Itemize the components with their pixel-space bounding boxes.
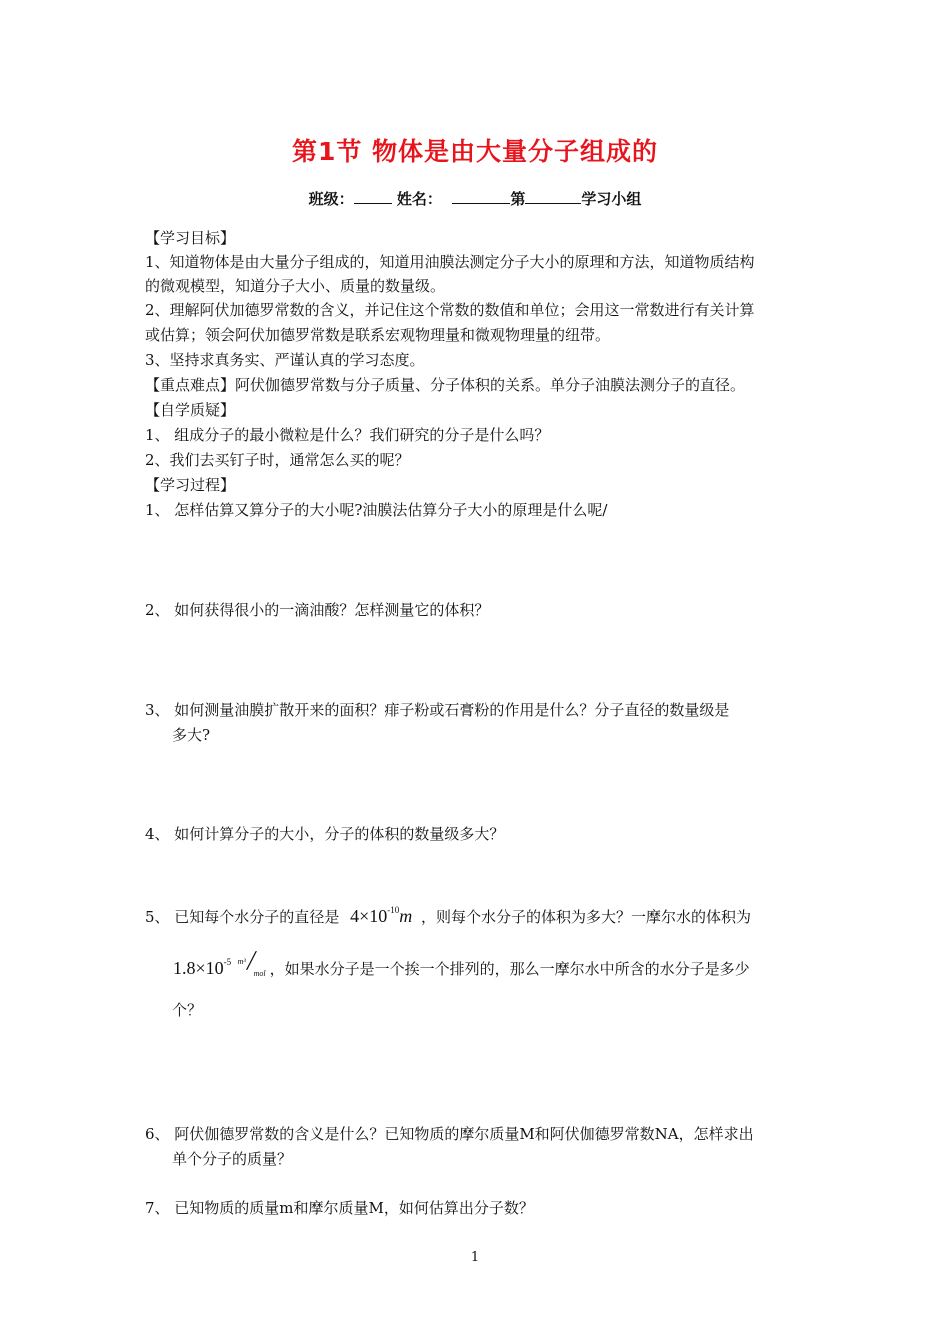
objective-2-line-2: 或估算；领会阿伏加德罗常数是联系宏观物理量和微观物理量的纽带。: [145, 326, 611, 344]
unit-numerator: m³: [237, 957, 246, 966]
process-question-3-line-2: 多大?: [172, 726, 211, 744]
objective-1-line-1: 1、知道物体是由大量分子组成的，知道用油膜法测定分子大小的原理和方法，知道物质结构: [145, 253, 755, 271]
molar-volume-exponent: -5: [223, 957, 232, 967]
diameter-base: 4×10: [350, 906, 388, 926]
process-question-5-line-3: 个？: [172, 1001, 203, 1019]
class-info-line: [0, 188, 950, 209]
process-question-2: 2、 如何获得很小的一滴油酸？怎样测量它的体积？: [145, 601, 490, 619]
molar-volume-unit: [236, 952, 270, 978]
class-label: 班级：: [308, 190, 354, 208]
process-question-6-line-1: 6、 阿伏伽德罗常数的含义是什么？已知物质的摩尔质量M和阿伏伽德罗常数NA，怎样求出: [145, 1125, 754, 1143]
group-prefix: 第: [510, 190, 526, 208]
process-question-5-line-2: [145, 952, 750, 979]
name-label: 姓名：: [396, 190, 442, 208]
group-blank: [525, 189, 581, 204]
molar-volume-base: 1.8×10: [173, 958, 224, 978]
objectives-header: 【学习目标】: [145, 229, 236, 247]
page-title: 第1节 物体是由大量分子组成的: [291, 137, 659, 166]
process-header: 【学习过程】: [145, 476, 236, 494]
q5-suffix: ，则每个水分子的体积为多大？一摩尔水的体积为: [421, 908, 752, 926]
diameter-formula: [350, 906, 412, 926]
diameter-unit: m: [399, 906, 413, 926]
unit-slash: ╱: [246, 953, 257, 970]
class-blank: [354, 189, 392, 204]
process-question-5-line-1: [145, 900, 751, 927]
process-question-6-line-2: 单个分子的质量？: [172, 1150, 293, 1168]
objective-1-line-2: 的微观模型，知道分子大小、质量的数量级。: [145, 277, 446, 295]
self-study-header: 【自学质疑】: [145, 401, 236, 419]
page-number: 1: [470, 1250, 480, 1265]
q5-line-2-text: ，如果水分子是一个挨一个排列的，那么一摩尔水中所含的水分子是多少: [269, 960, 750, 978]
diameter-exponent: -10: [387, 905, 400, 915]
self-study-question-1: 1、 组成分子的最小微粒是什么？我们研究的分子是什么吗？: [145, 426, 550, 444]
key-points: 【重点难点】阿伏伽德罗常数与分子质量、分子体积的关系。单分子油膜法测分子的直径。: [145, 376, 746, 394]
objective-2-line-1: 2、理解阿伏加德罗常数的含义，并记住这个常数的数值和单位；会用这一常数进行有关计算: [145, 301, 755, 319]
name-blank: [452, 189, 510, 204]
q5-prefix: 5、 已知每个水分子的直径是: [145, 908, 340, 926]
unit-denominator: mol: [253, 969, 266, 978]
process-question-3-line-1: 3、 如何测量油膜扩散开来的面积？痱子粉或石膏粉的作用是什么？分子直径的数量级是: [145, 701, 730, 719]
objective-3: 3、坚持求真务实、严谨认真的学习态度。: [145, 351, 425, 369]
group-suffix: 学习小组: [581, 190, 642, 208]
process-question-1: 1、 怎样估算又算分子的大小呢?油膜法估算分子大小的原理是什么呢/: [145, 501, 608, 519]
process-question-4: 4、 如何计算分子的大小，分子的体积的数量级多大？: [145, 825, 505, 843]
molar-volume-formula: [173, 953, 270, 978]
process-question-7: 7、 已知物质的质量m和摩尔质量M，如何估算出分子数？: [145, 1199, 534, 1217]
self-study-question-2: 2、我们去买钉子时，通常怎么买的呢？: [145, 451, 410, 469]
